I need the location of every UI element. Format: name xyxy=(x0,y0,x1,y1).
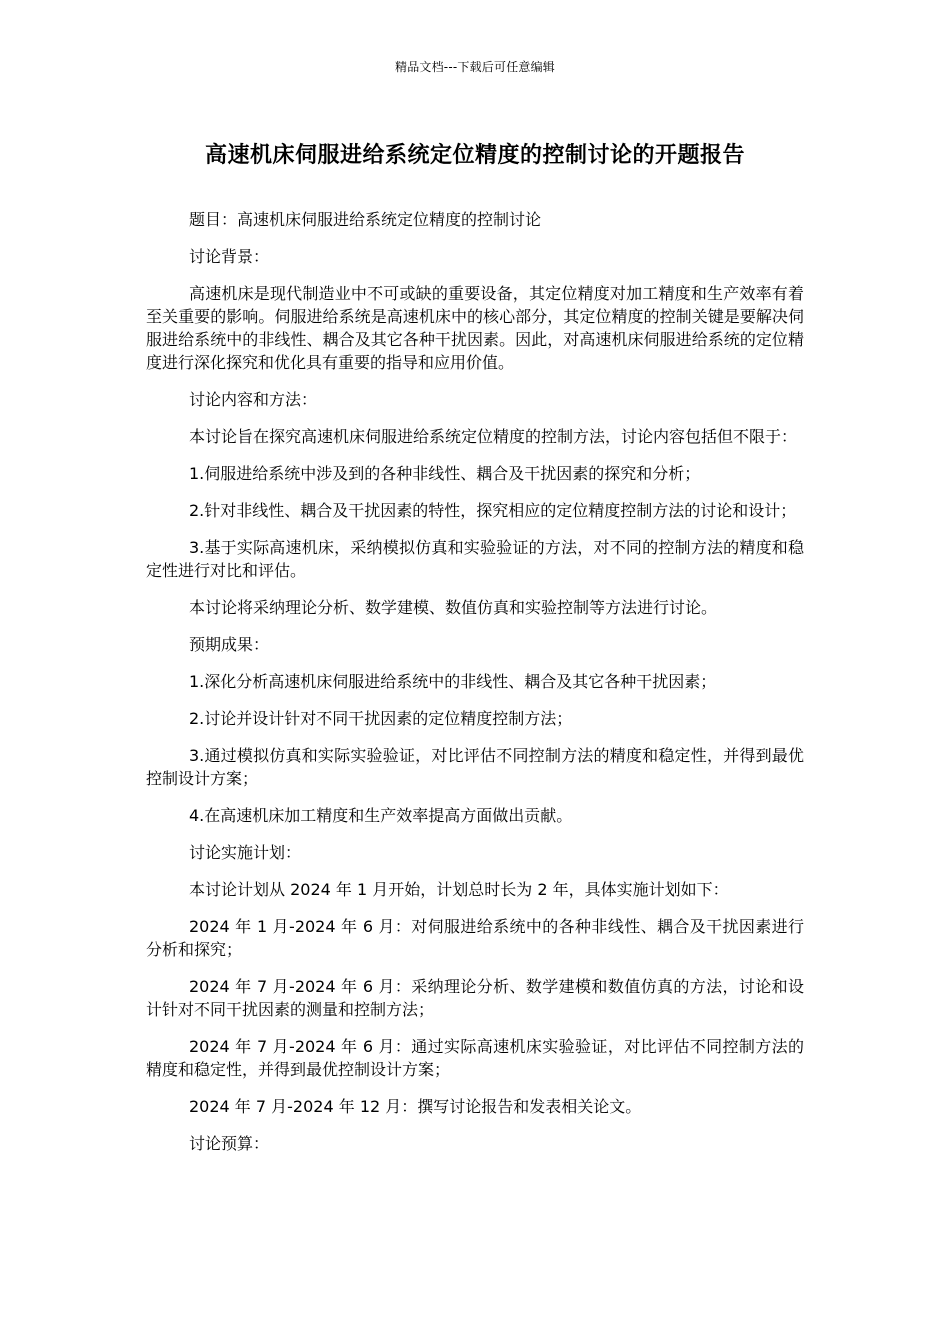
list-item-result-2: 2.讨论并设计针对不同干扰因素的定位精度控制方法； xyxy=(189,709,573,728)
heading-content-methods: 讨论内容和方法： xyxy=(189,390,318,409)
paragraph-plan-intro: 本讨论计划从 2024 年 1 月开始，计划总时长为 2 年，具体实施计划如下： xyxy=(189,880,729,899)
heading-background: 讨论背景： xyxy=(189,247,270,266)
header-note: 精品文档---下载后可任意编辑 xyxy=(395,60,555,74)
heading-implementation-plan: 讨论实施计划： xyxy=(189,843,302,862)
list-item-content-1: 1.伺服进给系统中涉及到的各种非线性、耦合及干扰因素的探究和分析； xyxy=(189,464,701,483)
heading-budget: 讨论预算： xyxy=(189,1134,270,1153)
plan-item-3: 2024 年 7 月-2024 年 6 月：通过实际高速机床实验验证，对比评估不同控制方法的精度和稳定性，并得到最优控制设计方案； xyxy=(146,1037,804,1079)
list-item-result-1: 1.深化分析高速机床伺服进给系统中的非线性、耦合及其它各种干扰因素； xyxy=(189,672,717,691)
list-item-result-4: 4.在高速机床加工精度和生产效率提高方面做出贡献。 xyxy=(189,806,573,825)
paragraph-background: 高速机床是现代制造业中不可或缺的重要设备，其定位精度对加工精度和生产效率有着至关重要的影响。伺服进给系统是高速机床中的核心部分，其定位精度的控制关键是要解决伺服进给系统中的非线性、耦合及其它各种干扰因素。因此，对高速机床伺服进给系统的定位精度进行深化探究和优化具有重要的指导和应用价值。 xyxy=(146,284,804,372)
list-item-content-2: 2.针对非线性、耦合及干扰因素的特性，探究相应的定位精度控制方法的讨论和设计； xyxy=(189,501,797,520)
heading-expected-results: 预期成果： xyxy=(189,635,270,654)
plan-item-2: 2024 年 7 月-2024 年 6 月：采纳理论分析、数学建模和数值仿真的方法，讨论和设计针对不同干扰因素的测量和控制方法； xyxy=(146,977,804,1019)
plan-item-1: 2024 年 1 月-2024 年 6 月：对伺服进给系统中的各种非线性、耦合及干扰因素进行分析和探究； xyxy=(146,917,804,959)
list-item-result-3: 3.通过模拟仿真和实际实验验证，对比评估不同控制方法的精度和稳定性，并得到最优控制设计方案； xyxy=(146,746,804,788)
paragraph-topic: 题目：高速机床伺服进给系统定位精度的控制讨论 xyxy=(189,210,542,229)
document-title: 高速机床伺服进给系统定位精度的控制讨论的开题报告 xyxy=(204,143,745,168)
plan-item-4: 2024 年 7 月-2024 年 12 月：撰写讨论报告和发表相关论文。 xyxy=(189,1097,642,1116)
paragraph-methods: 本讨论将采纳理论分析、数学建模、数值仿真和实验控制等方法进行讨论。 xyxy=(189,598,718,617)
document-body xyxy=(146,208,804,1169)
paragraph-content-intro: 本讨论旨在探究高速机床伺服进给系统定位精度的控制方法，讨论内容包括但不限于： xyxy=(189,427,798,446)
list-item-content-3: 3.基于实际高速机床，采纳模拟仿真和实验验证的方法，对不同的控制方法的精度和稳定性进行对比和评估。 xyxy=(146,538,804,580)
